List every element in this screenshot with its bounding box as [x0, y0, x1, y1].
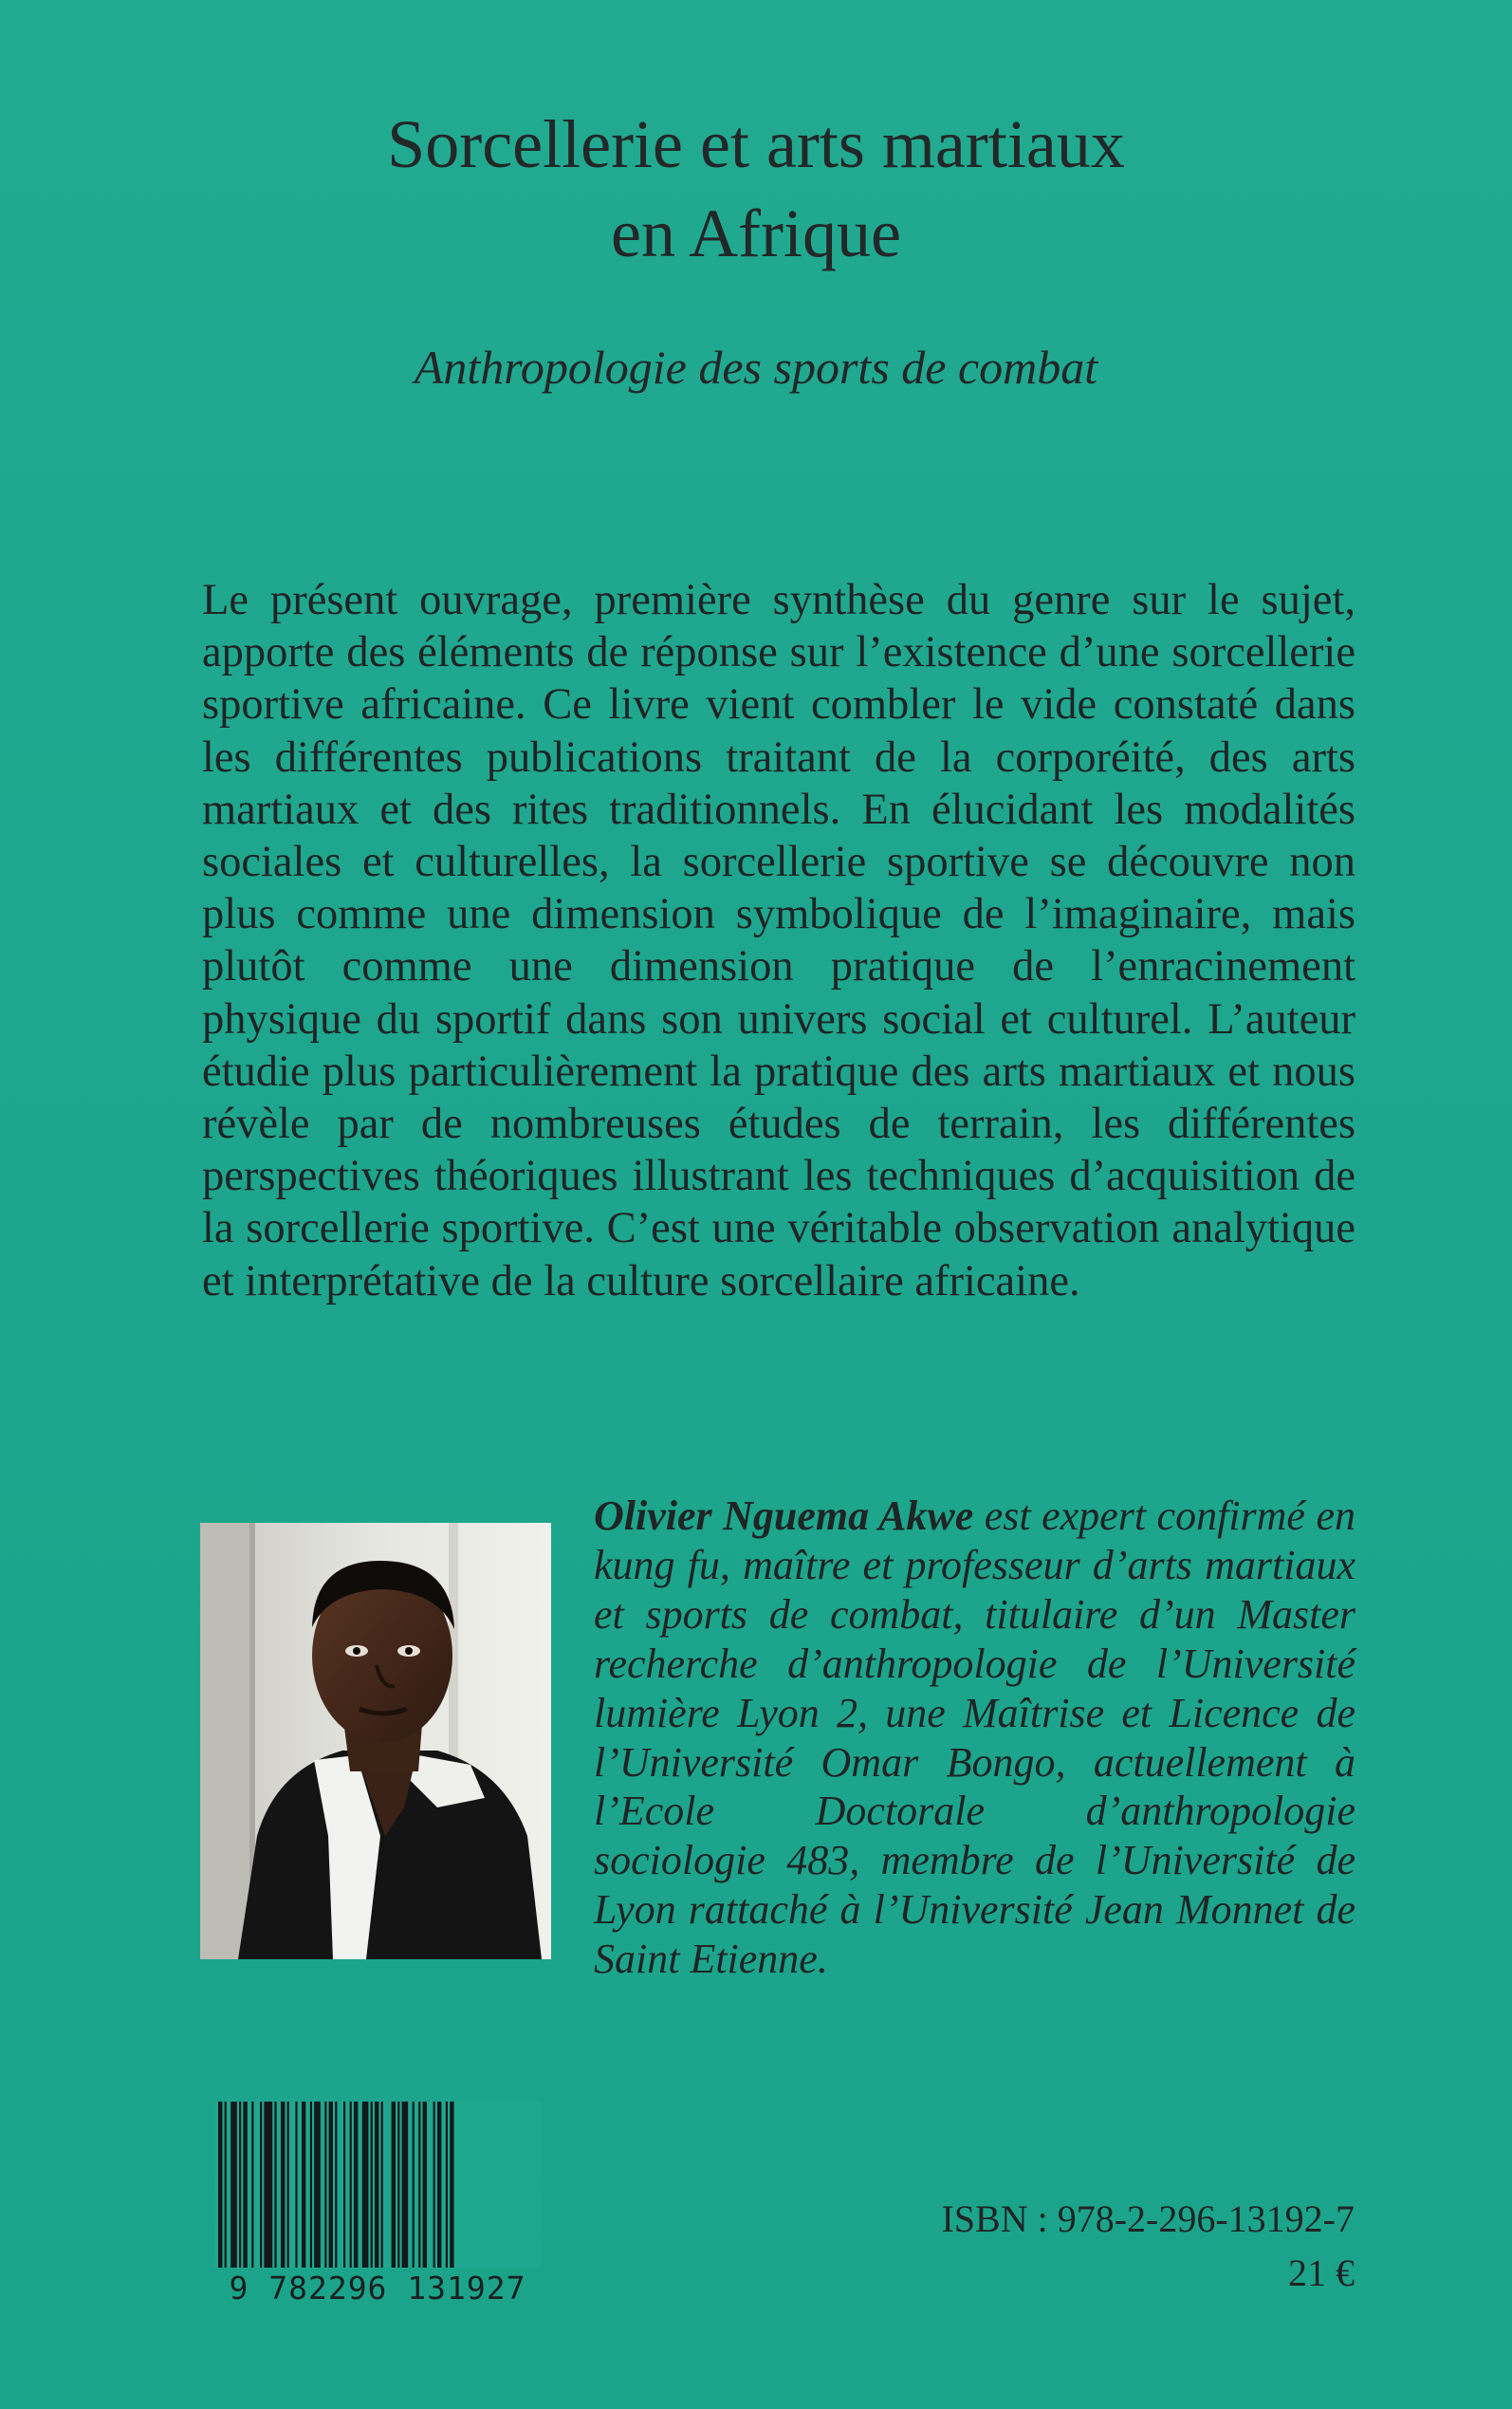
isbn: ISBN : 978-2-296-13192-7 [941, 2197, 1355, 2240]
barcode-bar [350, 2102, 352, 2268]
barcode-bar [314, 2102, 321, 2268]
barcode-bar [450, 2102, 453, 2268]
barcode [214, 2102, 541, 2268]
book-summary: Le présent ouvrage, première synthèse du genre sur le sujet, apporte des éléments de réponse sur l’existence d’une sorcellerie sportive africaine. Ce livre vient combler le vide constaté dans les différentes publications traitant de la corporéité, des arts martiaux et des rites traditionnels. En élucidant les modalités sociales et culturelles, la sorcellerie sportive se découvre non plus comme une dimension symbolique de l’imaginaire, mais plutôt comme une dimension pratique de l’enracinement physique du sportif dans son univers social et culturel. L’auteur étudie plus particulièrement la pratique des arts martiaux et nous révèle par de nombreuses études de terrain, les différentes perspectives théoriques illustrant les techniques d’acquisition de la sorcellerie sportive. C’est une véritable observation analytique et interprétative de la culture sorcellaire africaine. [202, 576, 1355, 1306]
book-title-line-1: Sorcellerie et arts martiaux [387, 106, 1125, 182]
barcode-bar [402, 2102, 409, 2268]
price: 21 € [1288, 2251, 1355, 2294]
barcode-bar [260, 2102, 262, 2268]
barcode-bar [446, 2102, 448, 2268]
author-bio-text: est expert confirmé en kung fu, maître et professeur d’arts martiaux et sports de combat, titulaire d’un Master recherche d’anthropologie de l’Université lumière Lyon 2, une Maîtrise et Licence de l’Université Omar Bongo, actuellement à l’Ecole Doctorale d’anthropologie sociologie 483, membre de l’Université de Lyon rattaché à l’Université Jean Monnet de Saint Etienne. [594, 1492, 1355, 1983]
barcode-bar [423, 2102, 427, 2268]
barcode-bar [371, 2102, 373, 2268]
barcode-bar [335, 2102, 337, 2268]
barcode-bar [302, 2102, 305, 2268]
barcode-bar [274, 2102, 276, 2268]
barcode-bar [230, 2102, 237, 2268]
book-title-line-2: en Afrique [611, 195, 901, 271]
barcode-bar [225, 2102, 227, 2268]
book-subtitle: Anthropologie des sports de combat [414, 341, 1098, 394]
author-photo [200, 1523, 551, 1959]
barcode-bar [343, 2102, 345, 2268]
barcode-bar [397, 2102, 399, 2268]
barcode-bar [329, 2102, 333, 2268]
barcode-bar [381, 2102, 383, 2268]
barcode-bar [264, 2102, 272, 2268]
barcode-bar [281, 2102, 285, 2268]
barcode-bar [392, 2102, 396, 2268]
barcode-bar [251, 2102, 253, 2268]
author-portrait-icon [200, 1523, 551, 1959]
author-name: Olivier Nguema Akwe [594, 1492, 974, 1539]
barcode-bar [324, 2102, 326, 2268]
barcode-bar [437, 2102, 441, 2268]
barcode-bar [239, 2102, 241, 2268]
book-title [0, 100, 1512, 278]
barcode-bar [218, 2102, 222, 2268]
barcode-bar [295, 2102, 297, 2268]
barcode-bar [375, 2102, 378, 2268]
barcode-bar [287, 2102, 289, 2268]
barcode-bar [433, 2102, 435, 2268]
barcode-bar [413, 2102, 415, 2268]
barcode-bar [354, 2102, 358, 2268]
barcode-bar [243, 2102, 247, 2268]
barcode-bar [310, 2102, 312, 2268]
barcode-bar [418, 2102, 420, 2268]
barcode-digits: 9 782296 131927 [229, 2270, 526, 2307]
author-bio [594, 1492, 1355, 1984]
barcode-bar [362, 2102, 369, 2268]
